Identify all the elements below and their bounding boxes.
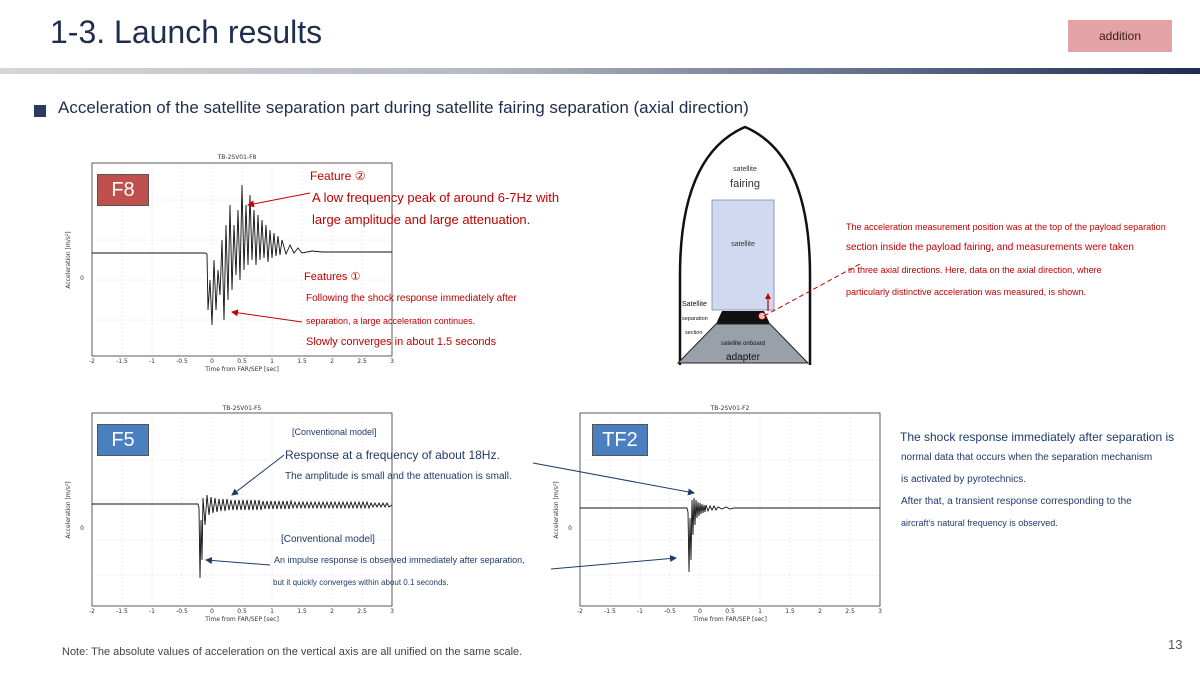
page-number: 13: [1168, 637, 1183, 652]
f8-xtick: -2: [89, 358, 95, 365]
measurement-line3: in three axial directions. Here, data on the axial direction, where: [848, 265, 1102, 275]
f5-xtick: 0: [210, 608, 214, 615]
f8-ylabel: Acceleration [m/s²]: [65, 231, 72, 289]
diagram-satellite: satellite: [731, 241, 755, 248]
f8-xtick: 1.5: [297, 358, 307, 365]
measurement-line4: particularly distinctive acceleration was measured, is shown.: [846, 287, 1087, 297]
measurement-line2: section inside the payload fairing, and measurements were taken: [846, 242, 1134, 253]
f5-tag: F5: [97, 424, 149, 456]
f8-xtick: -1.5: [116, 358, 128, 365]
measurement-line1: The acceleration measurement position was at the top of the payload separation: [846, 222, 1166, 232]
f5-xtick: 0.5: [237, 608, 247, 615]
f5-xtick: -1: [149, 608, 155, 615]
f5-impulse-line1: An impulse response is observed immediately after separation,: [274, 555, 525, 565]
tf2-zero-label: 0: [568, 525, 572, 532]
f8-xtick: 0.5: [237, 358, 247, 365]
tf2-xtick: 1: [758, 608, 762, 615]
tf2-xtick: 0: [698, 608, 702, 615]
f5-conv1: [Conventional model]: [292, 427, 377, 437]
f8-zero-label: 0: [80, 275, 84, 282]
f5-xtick: 1.5: [297, 608, 307, 615]
f8-tag: F8: [97, 174, 149, 206]
f8-xtick: -0.5: [176, 358, 188, 365]
diagram-adapter: adapter: [726, 352, 760, 363]
shock-line4: After that, a transient response corresponding to the: [901, 496, 1132, 507]
shock-line2: normal data that occurs when the separation mechanism: [901, 452, 1153, 463]
f5-xtick: 1: [270, 608, 274, 615]
tf2-tag: TF2: [592, 424, 648, 456]
f5-ylabel: Acceleration [m/s²]: [65, 481, 72, 539]
f5-plot-title: TB-2SV01-F5: [222, 405, 262, 412]
feature2-line1: A low frequency peak of around 6-7Hz with: [312, 190, 560, 205]
shock-line3: is activated by pyrotechnics.: [901, 474, 1027, 485]
tf2-xtick: 0.5: [725, 608, 735, 615]
page-title: 1-3. Launch results: [50, 14, 323, 50]
f8-xtick: 0: [210, 358, 214, 365]
f5-xtick: 2: [330, 608, 334, 615]
tf2-xtick: -1.5: [604, 608, 616, 615]
feature1-line1: Following the shock response immediately after: [306, 293, 517, 304]
tf2-xtick: 2.5: [845, 608, 855, 615]
f8-xtick: -1: [149, 358, 155, 365]
addition-badge: addition: [1068, 20, 1172, 52]
shock-line5: aircraft's natural frequency is observed.: [901, 518, 1058, 528]
section-heading: Acceleration of the satellite separation part during satellite fairing separation (axial direction): [58, 98, 749, 117]
diagram-sep1: Satellite: [682, 301, 707, 308]
f8-xlabel: Time from FAR/SEP [sec]: [205, 366, 279, 373]
f5-conv2: [Conventional model]: [281, 534, 375, 545]
f5-impulse-line2: but it quickly converges within about 0.1 seconds.: [273, 578, 449, 587]
f5-xtick: 3: [390, 608, 394, 615]
feature1-line2: separation, a large acceleration continues.: [306, 316, 476, 326]
f5-xtick: -1.5: [116, 608, 128, 615]
f5-resp-line2: The amplitude is small and the attenuation is small.: [285, 471, 512, 482]
diagram-sep3: section: [685, 330, 703, 336]
f5-zero-label: 0: [80, 525, 84, 532]
feature1-line3: Slowly converges in about 1.5 seconds: [306, 336, 497, 348]
tf2-xtick: 1.5: [785, 608, 795, 615]
f5-xtick: 2.5: [357, 608, 367, 615]
diagram-fairing-small: satellite: [733, 166, 757, 173]
f5-xlabel: Time from FAR/SEP [sec]: [205, 616, 279, 623]
f8-plot-title: TB-2SV01-F8: [217, 154, 257, 161]
f5-xtick: -2: [89, 608, 95, 615]
shock-line1: The shock response immediately after separation is: [900, 430, 1175, 444]
tf2-plot-title: TB-2SV01-F2: [710, 405, 750, 412]
feature2-title: Feature ②: [310, 169, 366, 183]
footnote: Note: The absolute values of acceleration on the vertical axis are all unified on the same scale.: [62, 646, 523, 658]
diagram-sep2: separation: [682, 316, 708, 322]
tf2-xtick: -2: [577, 608, 583, 615]
f5-resp-line1: Response at a frequency of about 18Hz.: [285, 448, 500, 462]
f5-xtick: -0.5: [176, 608, 188, 615]
diagram-fairing: fairing: [730, 178, 760, 190]
tf2-xtick: 2: [818, 608, 822, 615]
tf2-xlabel: Time from FAR/SEP [sec]: [693, 616, 767, 623]
f8-xtick: 2: [330, 358, 334, 365]
f8-xtick: 1: [270, 358, 274, 365]
f8-xtick: 2.5: [357, 358, 367, 365]
f8-xtick: 3: [390, 358, 394, 365]
feature2-line2: large amplitude and large attenuation.: [312, 212, 531, 227]
tf2-xtick: -0.5: [664, 608, 676, 615]
tf2-xtick: -1: [637, 608, 643, 615]
feature1-title: Features ①: [304, 271, 361, 283]
diagram-onboard: satellite onboard: [720, 341, 766, 347]
tf2-xtick: 3: [878, 608, 882, 615]
tf2-ylabel: Acceleration [m/s²]: [553, 481, 560, 539]
